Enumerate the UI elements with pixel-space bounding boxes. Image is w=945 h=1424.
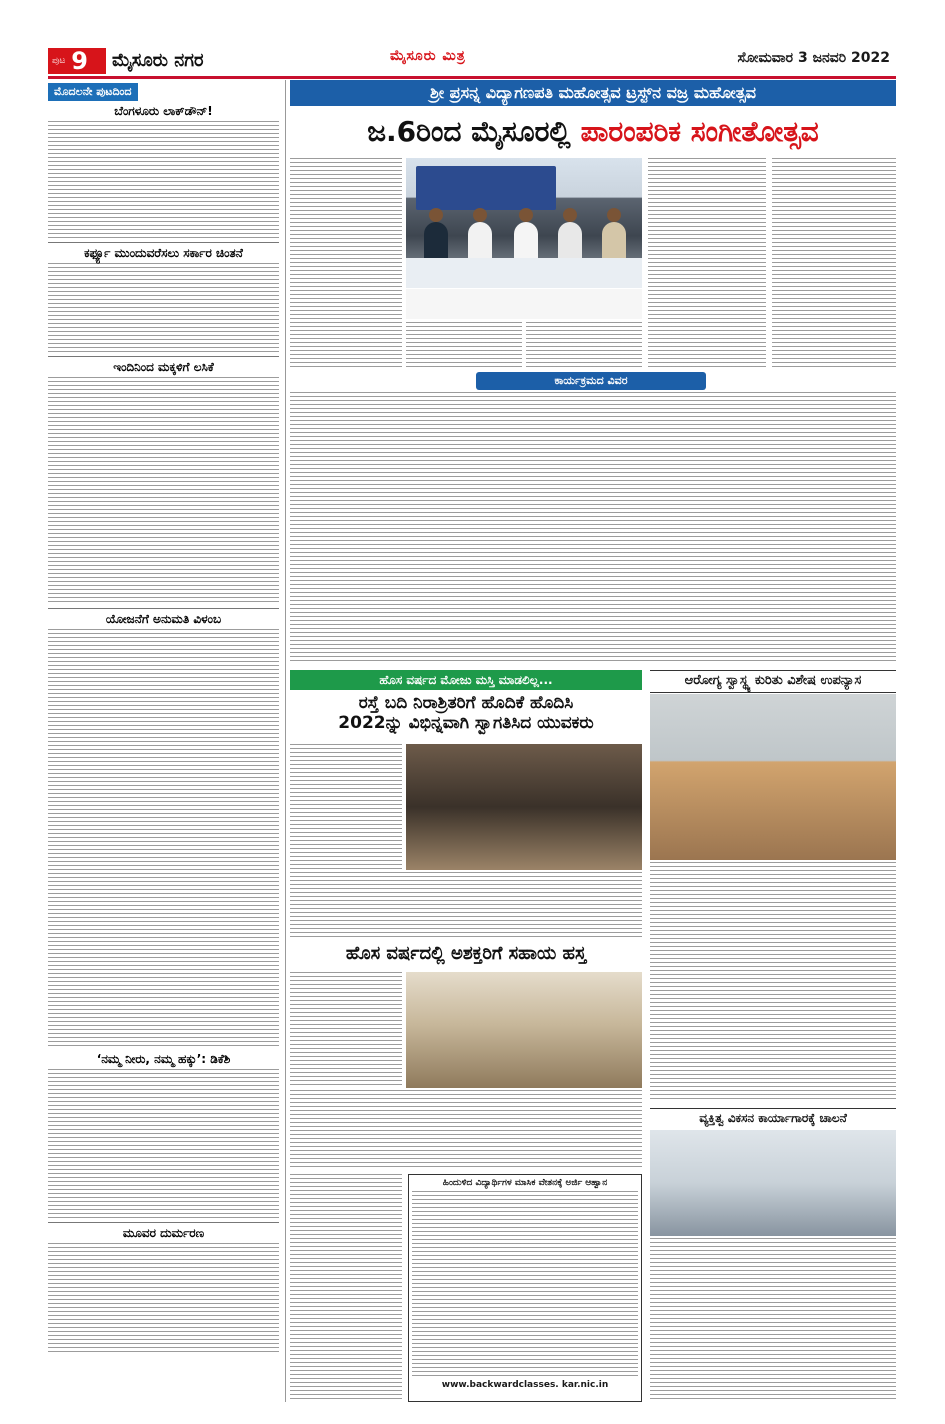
- story-body: [48, 1069, 279, 1219]
- banner-headline: [290, 108, 896, 156]
- story-body: [290, 972, 402, 1088]
- help-headline: ಹೊಸ ವರ್ಷದಲ್ಲಿ ಅಶಕ್ತರಿಗೆ ಸಹಾಯ ಹಸ್ತ: [345, 943, 587, 964]
- story-title-bengaluru-lockdown: ಬೆಂಗಳೂರು ಲಾಕ್‌ಡೌನ್!: [114, 104, 213, 118]
- story-body: [48, 629, 279, 1049]
- banner-kicker: ಶ್ರೀ ಪ್ರಸನ್ನ ವಿದ್ಯಾಗಣಪತಿ ಮಹೋತ್ಸವ ಟ್ರಸ್ಟ್‌ನ ವಜ್ರ ಮಹೋತ್ಸವ: [290, 80, 896, 106]
- story-body: [406, 322, 522, 370]
- story-body: [48, 263, 279, 353]
- new-year-headline-line1: ರಸ್ತೆ ಬದಿ ನಿರಾಶ್ರಿತರಿಗೆ ಹೊದಿಕೆ ಹೊದಿಸಿ: [358, 693, 574, 713]
- story-body: [650, 862, 896, 1102]
- story-title-project-delay: ಯೋಜನೆಗೆ ಅನುಮತಿ ವಿಳಂಬ: [105, 612, 222, 626]
- story-body: [648, 158, 766, 370]
- story-title-curfew: ಕರ್ಫ್ಯೂ ಮುಂದುವರೆಸಲು ಸರ್ಕಾರ ಚಿಂತನೆ: [84, 246, 243, 260]
- press-meet-photo: [406, 158, 642, 288]
- story-body: [290, 1090, 642, 1170]
- story-body: [290, 872, 642, 940]
- page-label: ಪುಟ: [52, 56, 66, 66]
- scholarship-notice: [408, 1174, 642, 1402]
- story-body: [290, 744, 402, 870]
- page-number-badge: [48, 48, 106, 74]
- story-body: [48, 377, 279, 605]
- photo-caption: [406, 289, 642, 319]
- paper-logo: ಮೈಸೂರು ಮಿತ್ರ: [390, 48, 466, 64]
- blanket-distribution-photo: [406, 744, 642, 870]
- story-body: [526, 322, 642, 370]
- story-body: [290, 1174, 402, 1402]
- program-details-label: ಕಾರ್ಯಕ್ರಮದ ವಿವರ: [476, 372, 706, 390]
- continued-label: ಮೊದಲನೇ ಪುಟದಿಂದ: [48, 83, 138, 101]
- workshop-headline: ವ್ಯಕ್ತಿತ್ವ ವಿಕಸನ ಕಾರ್ಯಾಗಾರಕ್ಕೆ ಚಾಲನೆ: [650, 1108, 896, 1126]
- right-area: [290, 80, 896, 1402]
- scholarship-body: [412, 1191, 638, 1377]
- dateline: ಸೋಮವಾರ 3 ಜನವರಿ 2022: [737, 50, 890, 66]
- page-number: 9: [71, 47, 88, 75]
- new-year-headline: [290, 694, 642, 733]
- story-body: [48, 1243, 279, 1353]
- story-body: [772, 158, 896, 370]
- story-body: [48, 121, 279, 239]
- workshop-photo: [650, 1130, 896, 1236]
- new-year-kicker: ಹೊಸ ವರ್ಷದ ಮೋಜು ಮಸ್ತಿ ಮಾಡಲಿಲ್ಲ...: [290, 670, 642, 690]
- scholarship-title: ಹಿಂದುಳಿದ ವಿದ್ಯಾರ್ಥಿಗಳ ಮಾಸಿಕ ವೇತನಕ್ಕೆ ಅರ್ಜಿ ಆಹ್ವಾನ: [442, 1178, 608, 1188]
- scholarship-url: www.backwardclasses. kar.nic.in: [441, 1380, 609, 1390]
- story-title-vaccine: ಇಂದಿನಿಂದ ಮಕ್ಕಳಿಗೆ ಲಸಿಕೆ: [113, 360, 214, 374]
- story-title-dkshi: ‘ನಮ್ಮ ನೀರು, ನಮ್ಮ ಹಕ್ಕು’: ಡಿಕೆಶಿ: [96, 1052, 231, 1066]
- new-year-headline-line2: 2022ನ್ನು ವಿಭಿನ್ನವಾಗಿ ಸ್ವಾಗತಿಸಿದ ಯುವಕರು: [338, 712, 594, 733]
- health-headline: ಆರೋಗ್ಯ ಸ್ವಾಸ್ಥ್ಯ ಕುರಿತು ವಿಶೇಷ ಉಪನ್ಯಾಸ: [650, 670, 896, 693]
- story-body: [650, 1238, 896, 1402]
- story-body: [290, 158, 402, 370]
- left-column: [48, 80, 286, 1402]
- story-title-three-dead: ಮೂವರ ದುರ್ಮರಣ: [122, 1226, 205, 1240]
- masthead: [0, 0, 945, 76]
- banner-headline-part2: ಪಾರಂಪರಿಕ ಸಂಗೀತೋತ್ಸವ: [580, 115, 819, 148]
- program-schedule-text: [290, 392, 896, 664]
- top-rule: [48, 76, 896, 79]
- lecture-photo: [650, 694, 896, 860]
- section-title: ಮೈಸೂರು ನಗರ: [112, 50, 204, 71]
- help-distribution-photo: [406, 972, 642, 1088]
- banner-headline-part1: ಜ.6ರಿಂದ ಮೈಸೂರಲ್ಲಿ: [367, 115, 571, 148]
